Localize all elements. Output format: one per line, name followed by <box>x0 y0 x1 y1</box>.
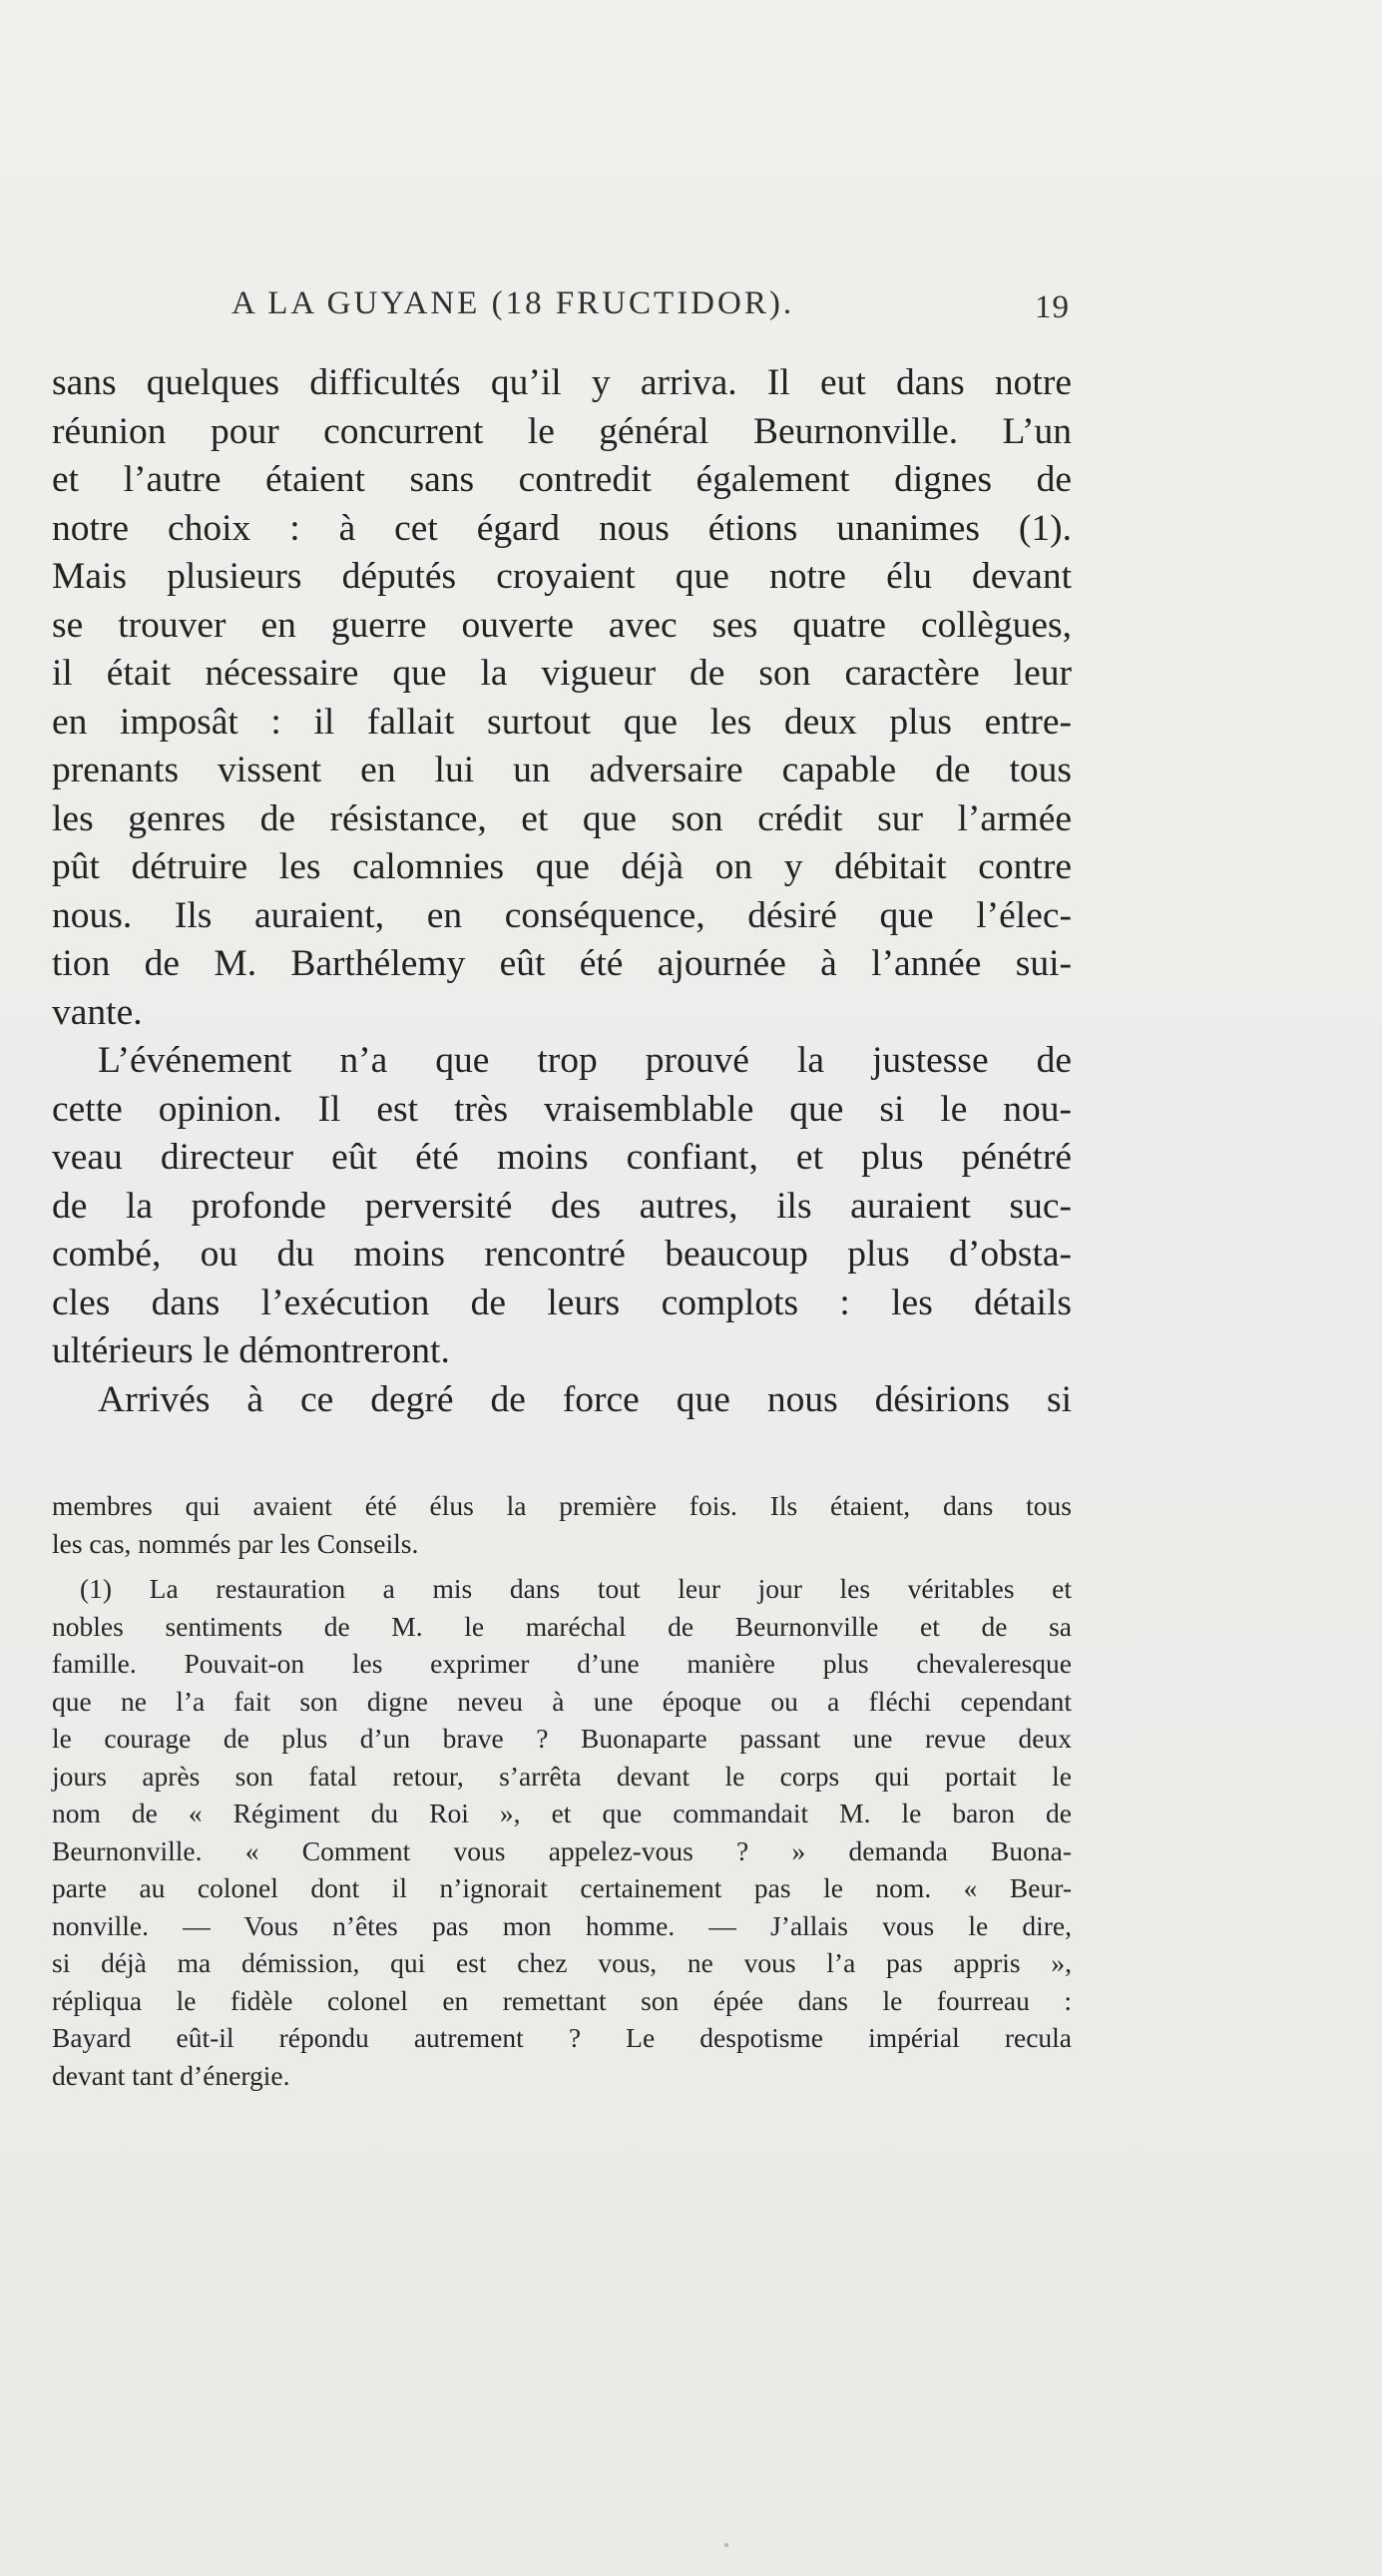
text-line: notre choix : à cet égard nous étions unanimes (1). <box>52 507 1072 549</box>
footnote-line: parte au colonel dont il n’ignorait certainement pas le nom. « Beur- <box>52 1872 1072 1903</box>
footnote-line: Bayard eût-il répondu autrement ? Le despotisme impérial recula <box>52 2022 1072 2053</box>
footnote-line: si déjà ma démission, qui est chez vous, ne vous l’a pas appris », <box>52 1947 1072 1978</box>
footnote-continuation <box>52 1487 1072 1562</box>
text-line: réunion pour concurrent le général Beurnonville. L’un <box>52 410 1072 452</box>
footnotes <box>52 1487 1072 2094</box>
paper-speck <box>724 2543 728 2547</box>
text-line: cles dans l’exécution de leurs complots : les détails <box>52 1282 1072 1323</box>
footnote-line: nobles sentiments de M. le maréchal de Beurnonville et de sa <box>52 1610 1072 1642</box>
text-line: Mais plusieurs députés croyaient que notre élu devant <box>52 556 1072 597</box>
text-line: pût détruire les calomnies que déjà on y débitait contre <box>52 846 1072 887</box>
text-line: en imposât : il fallait surtout que les deux plus entre- <box>52 701 1072 743</box>
paragraph-2 <box>52 1037 1072 1376</box>
text-line: et l’autre étaient sans contredit également dignes de <box>52 459 1072 500</box>
footnote-line: devant tant d’énergie. <box>52 2059 290 2091</box>
text-line: sans quelques difficultés qu’il y arriva. Il eut dans notre <box>52 362 1072 403</box>
footnote-line: jours après son fatal retour, s’arrêta devant le corps qui portait le <box>52 1760 1072 1792</box>
running-title: A LA GUYANE (18 FRUCTIDOR). <box>231 285 795 321</box>
footnote-line: que ne l’a fait son digne neveu à une époque ou a fléchi cependant <box>52 1685 1072 1717</box>
text-line: de la profonde perversité des autres, ils auraient suc- <box>52 1185 1072 1227</box>
footnote-line: Beurnonville. « Comment vous appelez-vous ? » demanda Buona- <box>52 1834 1072 1866</box>
text-line: tion de M. Barthélemy eût été ajournée à l’année sui- <box>52 943 1072 984</box>
footnote-line: répliqua le fidèle colonel en remettant son épée dans le fourreau : <box>52 1984 1072 2016</box>
page-number: 19 <box>1035 289 1070 325</box>
text-line: L’événement n’a que trop prouvé la justesse de <box>98 1040 1072 1081</box>
footnote-line: les cas, nommés par les Conseils. <box>52 1527 419 1559</box>
footnote-1 <box>52 1570 1072 2094</box>
footnote-line: famille. Pouvait-on les exprimer d’une manière plus chevaleresque <box>52 1648 1072 1679</box>
text-line: veau directeur eût été moins confiant, et plus pénétré <box>52 1137 1072 1178</box>
text-line: les genres de résistance, et que son crédit sur l’armée <box>52 797 1072 839</box>
footnote-line: nom de « Régiment du Roi », et que commandait M. le baron de <box>52 1798 1072 1828</box>
text-line: vante. <box>52 991 143 1033</box>
text-line: Arrivés à ce degré de force que nous désirions si <box>98 1378 1072 1420</box>
footnote-line: nonville. — Vous n’êtes pas mon homme. — J’allais vous le dire, <box>52 1909 1072 1941</box>
main-text <box>52 359 1072 1424</box>
text-line: nous. Ils auraient, en conséquence, désiré que l’élec- <box>52 894 1072 936</box>
footnote-line: (1) La restauration a mis dans tout leur jour les véritables et <box>80 1573 1072 1604</box>
text-line: combé, ou du moins rencontré beaucoup plus d’obsta- <box>52 1234 1072 1275</box>
text-line: prenants vissent en lui un adversaire capable de tous <box>52 750 1072 790</box>
text-line: cette opinion. Il est très vraisemblable que si le nou- <box>52 1088 1072 1130</box>
footnote-line: le courage de plus d’un brave ? Buonaparte passant une revue deux <box>52 1723 1072 1754</box>
text-line: se trouver en guerre ouverte avec ses quatre collègues, <box>52 604 1072 646</box>
paragraph-3 <box>52 1376 1072 1425</box>
text-line: il était nécessaire que la vigueur de son caractère leur <box>52 653 1072 694</box>
text-line: ultérieurs le démontreront. <box>52 1330 450 1371</box>
paragraph-1 <box>52 359 1072 1037</box>
footnote-line: membres qui avaient été élus la première fois. Ils étaient, dans tous <box>52 1490 1072 1521</box>
